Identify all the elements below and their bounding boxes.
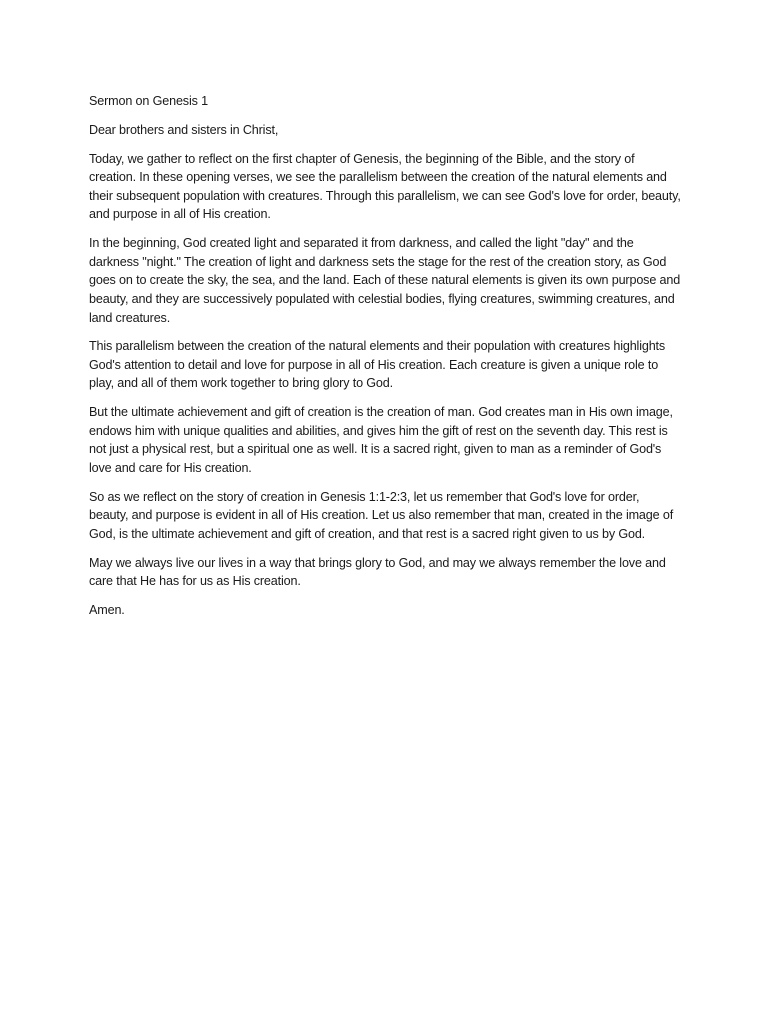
document-page	[89, 92, 681, 630]
paragraph-intro: Today, we gather to reflect on the first chapter of Genesis, the beginning of the Bible, and the story of creation. In these opening verses, we see the parallelism between the creation of the natural elements and their subsequent population with creatures. Through this parallelism, we can see God's love for order, beauty, and purpose in all of His creation.	[89, 151, 681, 222]
paragraph-parallelism: This parallelism between the creation of the natural elements and their population with creatures highlights God's attention to detail and love for purpose in all of His creation. Each creature is given a unique role to play, and all of them work together to bring glory to God.	[89, 339, 666, 391]
paragraph-blessing: May we always live our lives in a way that brings glory to God, and may we always remember the love and care that He has for us as His creation.	[89, 555, 666, 589]
greeting: Dear brothers and sisters in Christ,	[89, 122, 279, 137]
paragraph-creation-of-man: But the ultimate achievement and gift of creation is the creation of man. God creates man in His own image, endows him with unique qualities and abilities, and gives him the gift of rest on the seventh day. This rest is not just a physical rest, but a spiritual one as well. It is a sacred right, given to man as a reminder of God's love and care for His creation.	[89, 405, 673, 476]
closing: Amen.	[89, 603, 125, 618]
paragraph-light-darkness: In the beginning, God created light and separated it from darkness, and called the light "day" and the darkness "night." The creation of light and darkness sets the stage for the rest of the creation story, as God goes on to create the sky, the sea, and the land. Each of these natural elements is given its own purpose and beauty, and they are successively populated with celestial bodies, flying creatures, swimming creatures, and land creatures.	[89, 236, 681, 325]
document-title: Sermon on Genesis 1	[89, 94, 208, 108]
paragraph-reflection: So as we reflect on the story of creation in Genesis 1:1-2:3, let us remember that God's love for order, beauty, and purpose is evident in all of His creation. Let us also remember that man, created in the image of God, is the ultimate achievement and gift of creation, and that rest is a sacred right given to us by God.	[89, 489, 674, 541]
